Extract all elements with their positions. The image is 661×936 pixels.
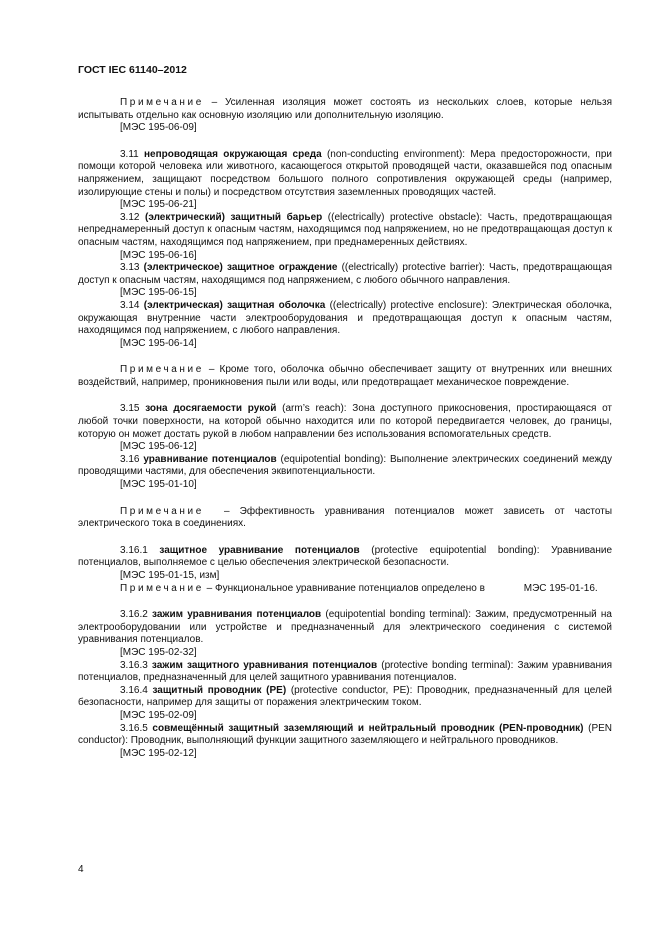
paragraph-spacer	[78, 531, 612, 545]
page-number: 4	[78, 864, 84, 875]
note-dash: –	[203, 97, 225, 108]
paragraph-spacer	[78, 595, 612, 609]
term-text: (protective bonding terminal): Зажим уравнивания потенциалов, предназначенный для целей защитного уравнивания потенциалов.	[78, 659, 612, 684]
term-definition	[78, 403, 612, 441]
iec-reference: [МЭС 195-01-10]	[120, 479, 197, 491]
iec-reference: [МЭС 195-06-16]	[120, 249, 197, 261]
iec-reference: [МЭС 195-02-12]	[120, 747, 197, 759]
term-name: (электрический) защитный барьер	[144, 211, 323, 223]
term-text: (equipotential bonding): Выполнение электрических соединений между проводящими частями, для обеспечения эквипотенциальности.	[78, 453, 613, 478]
note-label: Примечание	[120, 582, 204, 594]
iec-reference: [МЭС 195-02-09]	[120, 709, 197, 721]
term-number: 3.16.4	[120, 684, 148, 696]
note-dash: –	[203, 505, 240, 517]
iec-reference: [МЭС 195-02-32]	[120, 646, 197, 658]
term-definition	[78, 149, 612, 199]
term-definition	[78, 545, 612, 570]
term-definition	[78, 212, 612, 250]
iec-reference: [МЭС 195-06-15]	[120, 287, 197, 299]
paragraph-spacer	[78, 350, 612, 364]
term-name: защитный проводник (PE)	[152, 684, 287, 696]
note-paragraph	[78, 505, 615, 531]
term-text: ((electrically) protective enclosure): Электрическая оболочка, окружающая внутренние части электрооборудования и предотвращающая доступ к опасным частям, находящимся под напряжением, с любого направления.	[78, 299, 613, 337]
term-definition	[78, 723, 612, 748]
term-number: 3.14	[120, 299, 140, 311]
term-number: 3.16.2	[120, 609, 148, 621]
note-label: Примечание	[120, 364, 204, 376]
term-text: (protective equipotential bonding): Уравнивание потенциалов, выполняемое с целью обеспечения электрической безопасности.	[78, 544, 613, 569]
note-text: Кроме того, оболочка обычно обеспечивает защиту от внутренних или внешних воздействий, например, проникновения пыли или воды, или предотвращает механическое повреждение.	[78, 364, 615, 388]
iec-reference: [МЭС 195-06-12]	[120, 441, 197, 453]
note-text: Эффективность уравнивания потенциалов может зависеть от частоты электрического тока в соединениях.	[78, 505, 615, 530]
iec-reference: [МЭС 195-01-15, изм]	[120, 570, 220, 581]
note-text: Функциональное уравнивание потенциалов определено в МЭС 195-01-16.	[215, 582, 598, 594]
term-number: 3.16.1	[120, 544, 148, 556]
term-name: совмещённый защитный заземляющий и нейтральный проводник (PEN-проводник)	[152, 722, 584, 734]
note-text: Усиленная изоляция может состоять из нескольких слоев, которые нельзя испытывать отдельно как основную изоляцию или дополнительную изоляцию.	[78, 97, 615, 121]
note-label: Примечание	[120, 505, 204, 517]
term-definition	[78, 685, 612, 710]
note-label: Примечание	[120, 97, 204, 108]
term-number: 3.11	[120, 148, 139, 160]
note-dash: –	[203, 364, 220, 376]
iec-reference: [МЭС 195-06-21]	[120, 199, 197, 211]
term-number: 3.16	[120, 453, 140, 465]
term-name: уравнивание потенциалов	[143, 453, 277, 465]
term-definition	[78, 454, 612, 479]
term-definition	[78, 300, 612, 338]
term-name: зона досягаемости рукой	[145, 403, 277, 415]
term-text: (protective conductor, PE): Проводник, предназначенный для целей безопасности, например для защиты от поражения электрическим током.	[78, 684, 613, 709]
term-definition	[78, 609, 612, 647]
term-text: (PEN conductor): Проводник, выполняющий функции защитного заземляющего и нейтрального проводников.	[78, 722, 613, 747]
term-text: (equipotential bonding terminal): Зажим, предусмотренный на электрооборудовании или устройстве и предназначенный для электрического соединения с системой уравнивания потенциалов.	[78, 609, 612, 646]
term-number: 3.15	[120, 403, 140, 415]
term-number: 3.16.3	[120, 659, 148, 671]
note-dash: –	[203, 582, 216, 594]
note-paragraph	[78, 97, 615, 122]
document-body	[78, 97, 615, 760]
term-number: 3.16.5	[120, 722, 148, 734]
term-name: защитное уравнивание потенциалов	[159, 544, 360, 556]
note-paragraph	[78, 364, 615, 389]
term-name: зажим уравнивания потенциалов	[152, 609, 322, 621]
paragraph-spacer	[78, 492, 612, 506]
term-number: 3.12	[120, 211, 140, 223]
paragraph-spacer	[78, 389, 612, 403]
iec-reference: [МЭС 195-06-09]	[120, 122, 197, 134]
term-number: 3.13	[120, 262, 140, 274]
term-text: ((electrically) protective barrier): Часть, предотвращающая доступ к опасным частям, находящимся под напряжением, с любого обычного направления.	[78, 262, 612, 286]
term-text: ((electrically) protective obstacle): Часть, предотвращающая непреднамеренный доступ к опасным частям, находящимся под напряжением, но не предотвращающая доступ к опасным частям, находящимся под напряжением, при преднамеренных действиях.	[78, 211, 613, 248]
paragraph-spacer	[78, 135, 612, 149]
term-name: непроводящая окружающая среда	[144, 148, 322, 160]
document-header: ГОСТ IEC 61140–2012	[78, 64, 187, 76]
iec-reference: [МЭС 195-06-14]	[120, 337, 197, 349]
term-definition	[78, 262, 612, 287]
term-name: (электрическая) защитная оболочка	[143, 299, 326, 311]
term-text: (non-conducting environment): Мера предосторожности, при помощи которой человека или животного, касающегося открытой проводящей части, оказавшейся под опасным напряжением, защищают посредством большого полного сопротивления окружающей среды (например, изолирующие стены и полы) и посредством отсутствия заземленных проводящих частей.	[78, 148, 612, 198]
term-name: зажим защитного уравнивания потенциалов	[151, 659, 378, 671]
term-name: (электрическое) защитное ограждение	[143, 262, 338, 274]
note-paragraph	[78, 583, 612, 596]
term-definition	[78, 660, 612, 685]
term-text: (arm’s reach): Зона доступного прикосновения, простирающаяся от любой точки поверхности, на которой обычно находится или по которой передвигается человек, до границы, которую он может достать рукой в любом направлении без использования вспомогательных средств.	[78, 403, 613, 440]
